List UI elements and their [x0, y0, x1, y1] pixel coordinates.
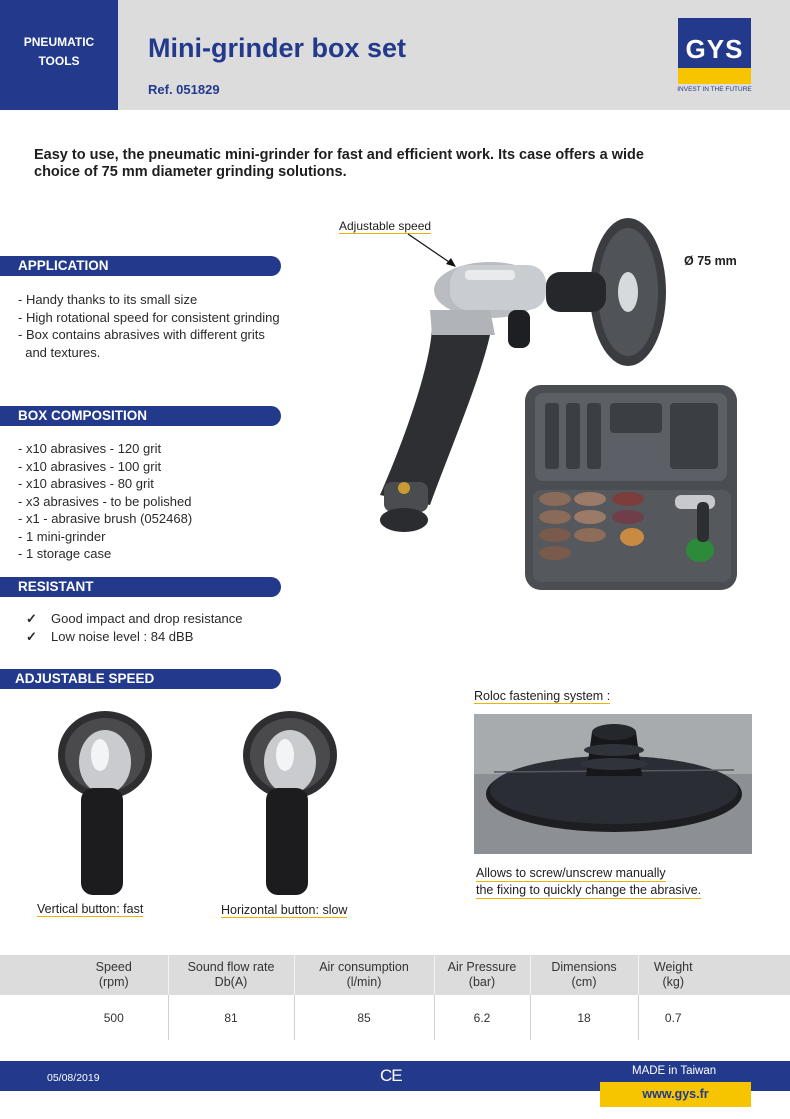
application-heading: APPLICATION	[0, 256, 281, 276]
table-header-cell: Speed (rpm)	[60, 955, 168, 995]
made-in-label: MADE in Taiwan	[632, 1065, 717, 1077]
table-header-cell: Dimensions (cm)	[530, 955, 638, 995]
list-item: - x10 abrasives - 120 grit	[18, 441, 162, 456]
table-header-row	[60, 955, 708, 995]
intro-line-2: choice of 75 mm diameter grinding solutions.	[34, 164, 347, 180]
list-item: - Box contains abrasives with different grits	[18, 327, 265, 342]
logo-brand: GYS	[678, 18, 751, 68]
ce-mark-icon: CE	[380, 1066, 402, 1085]
list-item: - x3 abrasives - to be polished	[18, 493, 192, 509]
list-item-label: Good impact and drop resistance	[51, 611, 243, 626]
spec-table	[60, 955, 708, 1040]
horizontal-button-caption: Horizontal button: slow	[221, 903, 348, 917]
product-reference: Ref. 051829	[148, 82, 220, 97]
roloc-fastening-photo	[474, 714, 752, 854]
logo-yellow-band	[678, 68, 751, 84]
intro-text	[34, 147, 734, 181]
list-item: and textures.	[18, 344, 101, 360]
roloc-note-line-1: Allows to screw/unscrew manually	[476, 866, 666, 880]
table-row	[60, 995, 708, 1040]
check-icon: ✓	[26, 611, 37, 626]
website-link[interactable]: www.gys.fr	[600, 1082, 751, 1107]
logo-tagline: INVEST IN THE FUTURE	[677, 86, 752, 93]
list-item-label: Low noise level : 84 dBB	[51, 628, 194, 644]
list-item: - x1 - abrasive brush (052468)	[18, 511, 193, 526]
vertical-button-caption: Vertical button: fast	[37, 902, 144, 916]
table-header-cell: Weight (kg)	[653, 959, 693, 989]
list-item: - High rotational speed for consistent grinding	[18, 309, 280, 325]
table-cell: 0.7	[664, 1010, 682, 1025]
category-box	[0, 0, 118, 110]
gys-logo	[678, 18, 751, 96]
horizontal-button-photo	[240, 710, 350, 895]
check-icon: ✓	[26, 628, 37, 644]
list-item	[26, 628, 243, 646]
vertical-button-photo	[55, 710, 165, 895]
table-cell: 85	[294, 995, 434, 1040]
category-line-2: TOOLS	[38, 54, 80, 68]
application-list	[18, 291, 280, 361]
resistant-list	[26, 610, 243, 645]
table-cell: 81	[168, 995, 294, 1040]
page-title: Mini-grinder box set	[148, 33, 407, 63]
table-header-cell: Sound flow rate Db(A)	[168, 955, 294, 995]
table-cell: 18	[530, 995, 638, 1040]
category-line-1: PNEUMATIC	[23, 35, 95, 49]
intro-line-1: Easy to use, the pneumatic mini-grinder for fast and efficient work. Its case offers a wide	[34, 147, 644, 163]
adjustable-speed-callout: Adjustable speed	[339, 219, 432, 233]
list-item: - x10 abrasives - 80 grit	[18, 476, 154, 491]
list-item: - Handy thanks to its small size	[18, 292, 198, 307]
table-header-cell: Air consumption (l/min)	[294, 955, 434, 995]
list-item: - 1 storage case	[18, 546, 112, 561]
disc-diameter-label: Ø 75 mm	[684, 254, 737, 268]
table-cell: 500	[60, 995, 168, 1040]
roloc-note-line-2: the fixing to quickly change the abrasive.	[476, 883, 702, 897]
table-header-cell: Air Pressure (bar)	[434, 955, 530, 995]
adjustable-speed-heading: ADJUSTABLE SPEED	[0, 669, 281, 689]
roloc-note	[476, 865, 701, 899]
list-item	[26, 610, 243, 628]
resistant-heading: RESISTANT	[0, 577, 281, 597]
composition-list	[18, 440, 192, 563]
list-item: - x10 abrasives - 100 grit	[18, 458, 162, 474]
list-item: - 1 mini-grinder	[18, 528, 106, 544]
footer-date: 05/08/2019	[47, 1072, 100, 1084]
roloc-label: Roloc fastening system :	[474, 689, 611, 703]
composition-heading: BOX COMPOSITION	[0, 406, 281, 426]
table-cell: 6.2	[434, 995, 530, 1040]
grinder-kit-photo	[370, 210, 770, 600]
